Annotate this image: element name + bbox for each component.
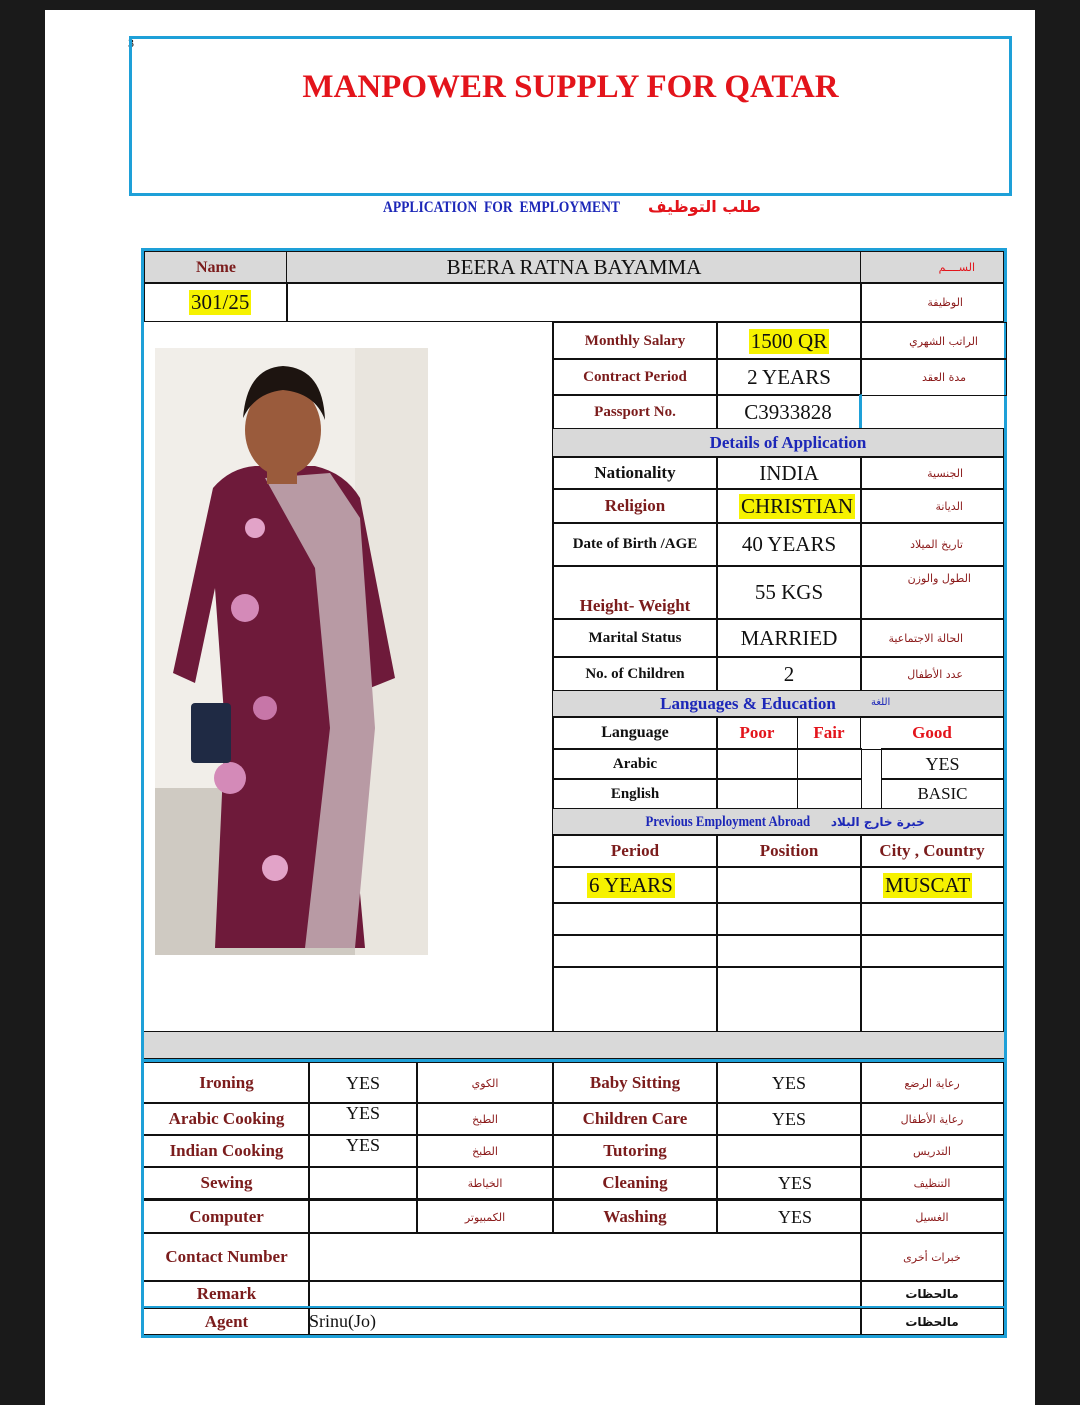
english-poor-cell bbox=[716, 778, 798, 810]
height-weight-label: Height- Weight bbox=[552, 565, 718, 620]
employment-period-cell bbox=[552, 866, 718, 904]
indian-cooking-arabic: الطبخ bbox=[416, 1134, 554, 1168]
religion-label: Religion bbox=[552, 488, 718, 524]
good-column-header: Good bbox=[860, 716, 1004, 750]
city-country-column-header: City , Country bbox=[860, 834, 1004, 868]
arabic-poor-cell bbox=[716, 748, 798, 780]
english-fair-cell bbox=[796, 778, 862, 810]
languages-section-title: Languages & Education bbox=[660, 694, 836, 713]
nationality-value: INDIA bbox=[716, 456, 862, 490]
employment-section-arabic: خبرة خارج البلاد bbox=[830, 815, 925, 829]
height-weight-arabic: الطول والوزن bbox=[860, 565, 1004, 620]
position-column-header: Position bbox=[716, 834, 862, 868]
ironing-value: YES bbox=[308, 1062, 418, 1104]
applicant-photo bbox=[155, 348, 428, 955]
employment-period-value: 6 YEARS bbox=[589, 872, 673, 897]
contract-period-arabic: مدة العقد bbox=[860, 358, 1007, 396]
employment-blank-cell bbox=[716, 934, 862, 968]
name-label: Name bbox=[144, 251, 288, 284]
religion-value: CHRISTIAN bbox=[741, 493, 854, 518]
applicant-photo-illustration bbox=[155, 348, 428, 955]
cleaning-label: Cleaning bbox=[552, 1166, 718, 1200]
employment-blank-cell bbox=[860, 934, 1004, 968]
reference-number: 301/25 bbox=[191, 289, 250, 314]
washing-value: YES bbox=[716, 1200, 862, 1234]
washing-label: Washing bbox=[552, 1200, 718, 1234]
tutoring-arabic: التدريس bbox=[860, 1134, 1004, 1168]
washing-arabic: الغسيل bbox=[860, 1200, 1004, 1234]
sewing-value-cell bbox=[308, 1166, 418, 1200]
contact-number-label: Contact Number bbox=[144, 1232, 310, 1282]
languages-section-header bbox=[552, 690, 1004, 718]
arabic-fair-cell bbox=[796, 748, 862, 780]
agent-arabic: مالحظات bbox=[860, 1308, 1004, 1335]
agent-value: Srinu(Jo) bbox=[308, 1308, 862, 1335]
language-column-header: Language bbox=[552, 716, 718, 750]
employment-city-value: MUSCAT bbox=[885, 872, 971, 897]
english-good-value: BASIC bbox=[881, 778, 1004, 810]
tutoring-value-cell bbox=[716, 1134, 862, 1168]
page-title: MANPOWER SUPPLY FOR QATAR bbox=[302, 69, 839, 105]
children-care-value: YES bbox=[716, 1102, 862, 1136]
employment-city-cell bbox=[860, 866, 1004, 904]
monthly-salary-cell bbox=[716, 322, 862, 360]
employment-blank-cell bbox=[860, 966, 1004, 1032]
reference-arabic: الوظيفة bbox=[860, 282, 1004, 322]
baby-sitting-value: YES bbox=[716, 1062, 862, 1104]
reference-blank bbox=[286, 282, 862, 322]
contract-period-value: 2 YEARS bbox=[716, 358, 862, 396]
employment-blank-cell bbox=[860, 902, 1004, 936]
cleaning-value: YES bbox=[716, 1166, 862, 1200]
period-column-header: Period bbox=[552, 834, 718, 868]
baby-sitting-arabic: رعاية الرضع bbox=[860, 1062, 1004, 1104]
arabic-language-label: Arabic bbox=[552, 748, 718, 780]
arabic-good-value: YES bbox=[881, 748, 1004, 780]
marital-status-value: MARRIED bbox=[716, 618, 862, 658]
children-care-label: Children Care bbox=[552, 1102, 718, 1136]
details-section-header: Details of Application bbox=[552, 428, 1004, 458]
religion-cell bbox=[716, 488, 862, 524]
employment-blank-cell bbox=[552, 902, 718, 936]
employment-blank-cell bbox=[716, 902, 862, 936]
poor-column-header: Poor bbox=[716, 716, 798, 750]
indian-cooking-value: YES bbox=[308, 1134, 418, 1168]
dob-value: 40 YEARS bbox=[716, 522, 862, 567]
ironing-arabic: الكوي bbox=[416, 1062, 554, 1104]
remark-arabic: مالحظات bbox=[860, 1280, 1004, 1308]
height-weight-value: 55 KGS bbox=[716, 565, 862, 620]
nationality-arabic: الجنسية bbox=[860, 456, 1004, 490]
contract-period-label: Contract Period bbox=[552, 358, 718, 396]
sewing-label: Sewing bbox=[144, 1166, 310, 1200]
children-label: No. of Children bbox=[552, 656, 718, 692]
passport-value: C3933828 bbox=[716, 394, 862, 430]
agent-label: Agent bbox=[144, 1308, 310, 1335]
arabic-cooking-arabic: الطبخ bbox=[416, 1102, 554, 1136]
remark-label: Remark bbox=[144, 1280, 310, 1308]
monthly-salary-label: Monthly Salary bbox=[552, 322, 718, 360]
employment-blank-cell bbox=[552, 966, 718, 1032]
marital-status-arabic: الحالة الاجتماعية bbox=[860, 618, 1004, 658]
employment-section-header bbox=[552, 808, 1004, 836]
arabic-cooking-value: YES bbox=[308, 1102, 418, 1136]
page-mark: 3 bbox=[128, 36, 134, 50]
ironing-label: Ironing bbox=[144, 1062, 310, 1104]
remark-value-cell bbox=[308, 1280, 862, 1308]
employment-position-cell bbox=[716, 866, 862, 904]
marital-status-label: Marital Status bbox=[552, 618, 718, 658]
passport-label: Passport No. bbox=[552, 394, 718, 430]
fair-column-header: Fair bbox=[796, 716, 862, 750]
children-arabic: عدد الأطفال bbox=[860, 656, 1004, 692]
employment-blank-cell bbox=[552, 934, 718, 968]
indian-cooking-label: Indian Cooking bbox=[144, 1134, 310, 1168]
application-form-page bbox=[45, 10, 1035, 1405]
english-language-label: English bbox=[552, 778, 718, 810]
cleaning-arabic: التنظيف bbox=[860, 1166, 1004, 1200]
baby-sitting-label: Baby Sitting bbox=[552, 1062, 718, 1104]
languages-section-arabic: اللغة bbox=[871, 697, 891, 708]
skills-divider-band bbox=[144, 1031, 1004, 1059]
dob-arabic: تاريخ الميلاد bbox=[860, 522, 1004, 567]
sewing-arabic: الخياطة bbox=[416, 1166, 554, 1200]
children-care-arabic: رعاية الأطفال bbox=[860, 1102, 1004, 1136]
form-subtitle: APPLICATION FOR EMPLOYMENT bbox=[383, 199, 620, 216]
name-value: BEERA RATNA BAYAMMA bbox=[286, 251, 862, 284]
monthly-salary-arabic: الراتب الشهري bbox=[860, 322, 1007, 360]
nationality-label: Nationality bbox=[552, 456, 718, 490]
monthly-salary-value: 1500 QR bbox=[750, 328, 828, 353]
contact-number-arabic: خبرات أخرى bbox=[860, 1232, 1004, 1282]
computer-arabic: الكمبيوتر bbox=[416, 1200, 554, 1234]
form-subtitle-arabic: طلب التوظيف bbox=[648, 197, 761, 216]
dob-label: Date of Birth /AGE bbox=[552, 522, 718, 567]
title-box bbox=[129, 36, 1012, 196]
employment-blank-cell bbox=[716, 966, 862, 1032]
religion-arabic: الديانة bbox=[860, 488, 1004, 524]
computer-label: Computer bbox=[144, 1200, 310, 1234]
computer-value-cell bbox=[308, 1200, 418, 1234]
children-value: 2 bbox=[716, 656, 862, 692]
name-arabic: الســــم bbox=[860, 251, 1004, 284]
employment-section-title: Previous Employment Abroad bbox=[645, 813, 811, 830]
reference-number-cell bbox=[144, 282, 288, 322]
arabic-cooking-label: Arabic Cooking bbox=[144, 1102, 310, 1136]
contact-number-value-cell bbox=[308, 1232, 862, 1282]
tutoring-label: Tutoring bbox=[552, 1134, 718, 1168]
